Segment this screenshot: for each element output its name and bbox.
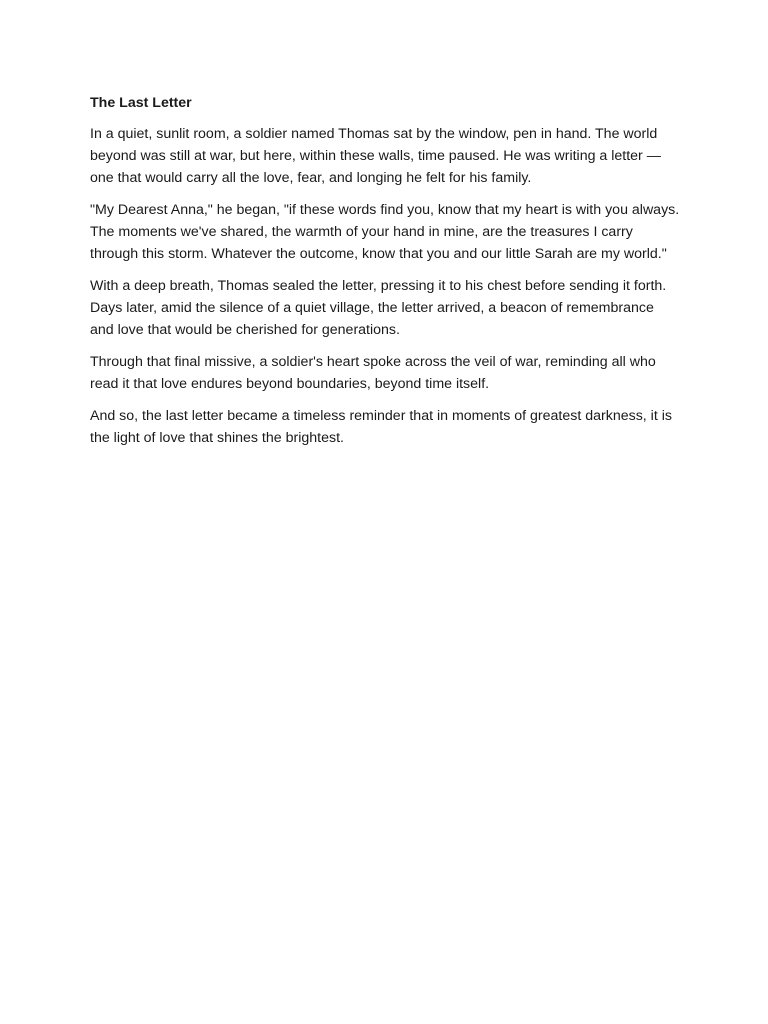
paragraph-5: And so, the last letter became a timeless reminder that in moments of greatest darkness, it is the light of love that shines the brightest. (90, 408, 672, 446)
document-body (90, 92, 680, 459)
document-title: The Last Letter (90, 95, 192, 111)
paragraph-1: In a quiet, sunlit room, a soldier named Thomas sat by the window, pen in hand. The world beyond was still at war, but here, within these walls, time paused. He was writing a letter — one that would carry all the love, fear, and longing he felt for his family. (90, 126, 661, 186)
paragraph-2: "My Dearest Anna," he began, "if these words find you, know that my heart is with you always. The moments we've shared, the warmth of your hand in mine, are the treasures I carry through this storm. Whatever the outcome, know that you and our little Sarah are my world." (90, 202, 680, 262)
paragraph-3: With a deep breath, Thomas sealed the letter, pressing it to his chest before sending it forth. Days later, amid the silence of a quiet village, the letter arrived, a beacon of remembrance and love that would be cherished for generations. (90, 278, 667, 338)
paragraph-4: Through that final missive, a soldier's heart spoke across the veil of war, reminding all who read it that love endures beyond boundaries, beyond time itself. (90, 354, 656, 392)
